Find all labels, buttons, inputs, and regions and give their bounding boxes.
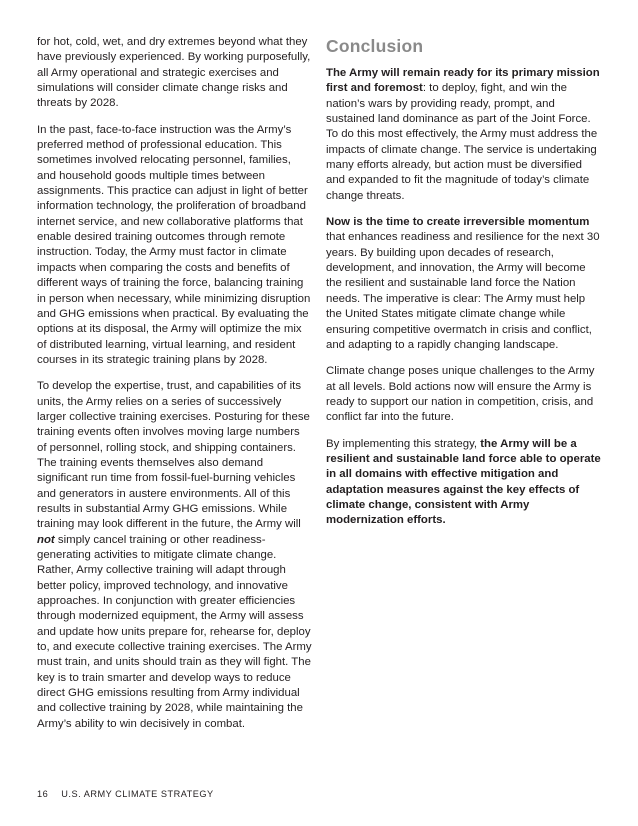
page-number: 16	[37, 789, 49, 799]
right-paragraph-2-lead: Now is the time to create irreversible momentum	[326, 216, 590, 229]
right-column	[326, 36, 602, 540]
right-paragraph-4	[326, 437, 602, 529]
right-paragraph-1	[326, 66, 602, 204]
left-column	[37, 35, 312, 743]
emphasis-not: not	[37, 533, 55, 546]
left-paragraph-3	[37, 379, 312, 732]
page-footer	[37, 789, 214, 799]
left-paragraph-1: for hot, cold, wet, and dry extremes beyond what they have previously experienced. By working purposefully, all Army operational and strategic exercises and simulations will consider climate change risks and threats by 2028.	[37, 36, 311, 110]
right-paragraph-1-body: : to deploy, fight, and win the nation’s wars by providing ready, prompt, and sustained land dominance as part of the Joint Force. To do this most effectively, the Army must address the impacts of climate change. The service is undertaking many efforts already, but action must be diversified and expanded to fit the magnitude of today’s climate change threats.	[326, 82, 598, 202]
running-title: U.S. ARMY CLIMATE STRATEGY	[61, 789, 214, 799]
left-paragraph-2: In the past, face-to-face instruction was the Army’s preferred method of professional education. This sometimes involved relocating personnel, families, and household goods multiple times between assignments. This practice can adjust in light of better information technology, the proliferation of broadband internet service, and new collaborative platforms that enable desired training outcomes through remote instruction. Today, the Army must factor in climate impacts when comparing the costs and benefits of different ways of training the force, balancing training in person when necessary, while minimizing disruption and GHG emissions when practical. By evaluating the options at its disposal, the Army will optimize the mix of distributed learning, virtual learning, and resident courses in its strategic training plans by 2028.	[37, 123, 311, 366]
right-paragraph-3: Climate change poses unique challenges to the Army at all levels. Bold actions now will ensure the Army is ready to support our nation in competition, crisis, and conflict far into the future.	[326, 365, 595, 424]
right-paragraph-4-start: By implementing this strategy,	[326, 437, 481, 450]
right-paragraph-2-body: that enhances readiness and resilience for the next 30 years. By building upon decades of research, development, and innovation, the Army will become the resilient and sustainable land force the Nation needs. The imperative is clear: The Army must help the United States mitigate climate change while ensuring competitive overmatch in crisis and conflict, and adapting to a rapidly changing landscape.	[326, 231, 600, 351]
right-paragraph-1-lead: The Army will remain ready for its primary mission first and foremost	[326, 67, 600, 95]
left-paragraph-3-start: To develop the expertise, trust, and capabilities of its units, the Army relies on a series of successively larger collective training exercises. Posturing for these training events often involves moving large numbers of personnel, rolling stock, and shipping containers. The training events themselves also demand significant run time from fossil-fuel-burning vehicles and generators in austere environments. All of this results in substantial Army GHG emissions. While training may look different in the future, the Army will	[37, 380, 310, 531]
section-heading: Conclusion	[326, 36, 424, 56]
left-paragraph-3-end: simply cancel training or other readiness-generating activities to mitigate climate change. Rather, Army collective training will adapt through better policy, improved technology, and innovative approaches. In conjunction with greater efficiencies through modernized equipment, the Army will assess and update how units prepare for, rehearse for, deploy to, and execute collective training exercises. The Army must train, and units should train as they will fight. The key is to train smarter and develop ways to reduce direct GHG emissions resulting from Army individual and collective training by 2028, while maintaining the Army’s ability to win decisively in combat.	[37, 533, 312, 730]
right-paragraph-4-emphasis: the Army will be a resilient and sustainable land force able to operate in all domains with effective mitigation and adaptation measures against the key effects of climate change, consistent with Army modernization efforts.	[326, 437, 601, 527]
right-paragraph-2	[326, 215, 602, 353]
